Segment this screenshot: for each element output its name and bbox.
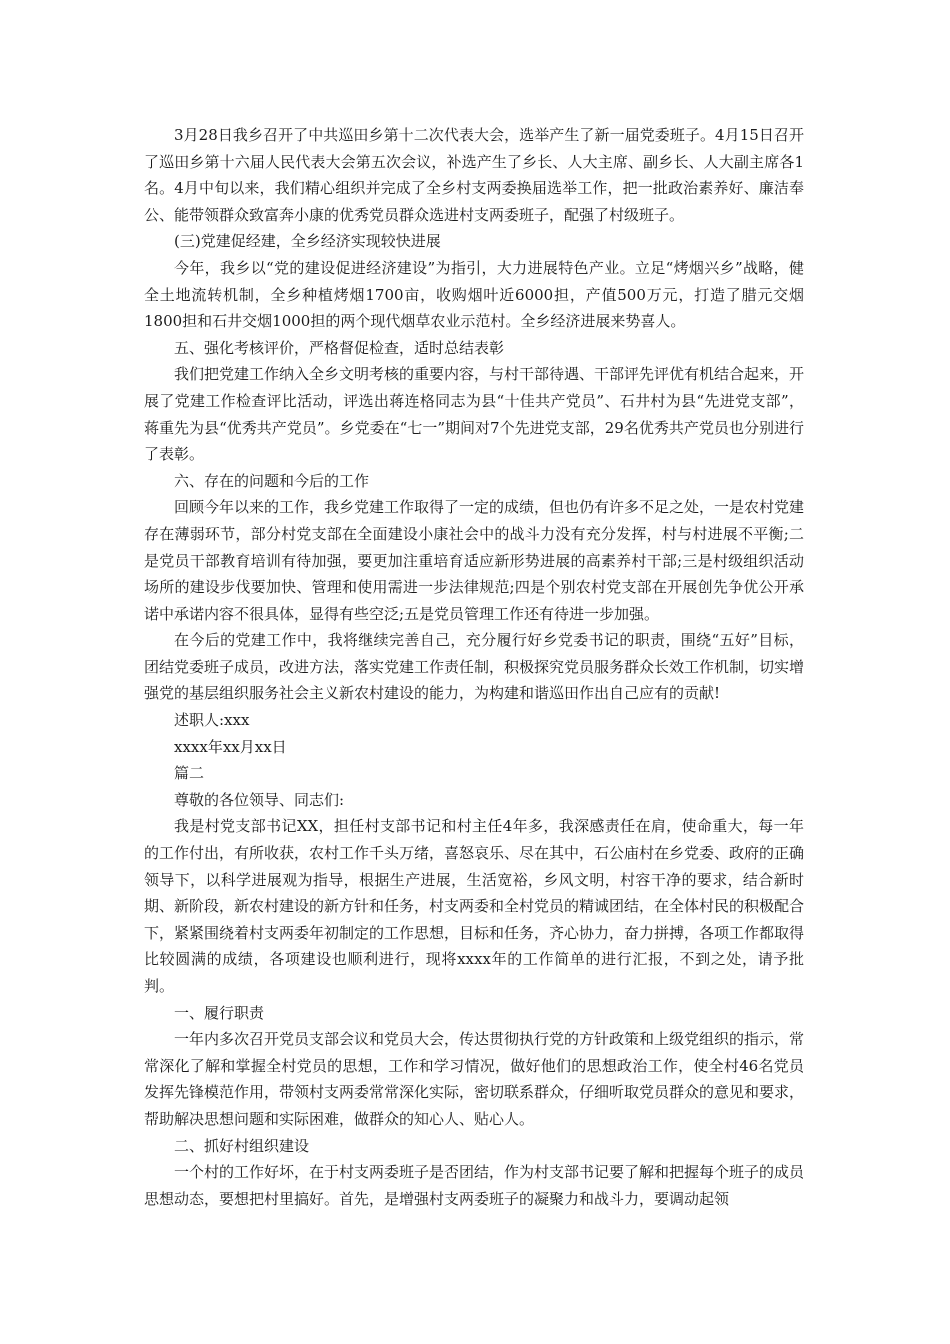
salutation: 尊敬的各位领导、同志们: [174,790,345,809]
paragraph: 我们把党建工作纳入全乡文明考核的重要内容，与村干部待遇、干部评先评优有机结合起来，开展了党建工作检查评比活动，评选出蒋连格同志为县“十佳共产党员”、石井村为县“先进党支部”，蒋重先为县“优秀共产党员”。乡党委在“七一”期间对7个先进党支部，29名优秀共产党员也分别进行了表彰。 [144,365,805,464]
paragraph: 3月28日我乡召开了中共巡田乡第十二次代表大会，选举产生了新一届党委班子。4月15日召开了巡田乡第十六届人民代表大会第五次会议，补选产生了乡长、人大主席、副乡长、人大副主席各1名。4月中旬以来，我们精心组织并完成了全乡村支两委换届选举工作，把一批政治素养好、廉洁奉公、能带领群众致富奔小康的优秀党员群众选进村支两委班子，配强了村级班子。 [144,126,804,224]
part-heading: 篇二 [174,764,205,783]
date-line: xxxx年xx月xx日 [174,737,287,756]
paragraph: 在今后的党建工作中，我将继续完善自己，充分履行好乡党委书记的职责，围绕“五好”目标，团结党委班子成员，改进方法，落实党建工作责任制，积极探究党员服务群众长效工作机制，切实增强党的基层组织服务社会主义新农村建设的能力，为构建和谐巡田作出自己应有的贡献! [144,631,805,703]
section-heading: 六、存在的问题和今后的工作 [174,471,370,490]
section-heading: 一、履行职责 [174,1003,265,1022]
paragraph: 一年内多次召开党员支部会议和党员大会，传达贯彻执行党的方针政策和上级党组织的指示，常常深化了解和掌握全村党员的思想，工作和学习情况，做好他们的思想政治工作，使全村46名党员发挥先锋模范作用，带领村支两委常常深化实际，密切联系群众，仔细听取党员群众的意见和要求，帮助解决思想问题和实际困难，做群众的知心人、贴心人。 [144,1030,805,1128]
signature-line: 述职人:xxx [174,711,250,730]
paragraph: 回顾今年以来的工作，我乡党建工作取得了一定的成绩，但也仍有许多不足之处，一是农村党建存在薄弱环节，部分村党支部在全面建设小康社会中的战斗力没有充分发挥，村与村进展不平衡;二是党员干部教育培训有待加强，要更加注重培育适应新形势进展的高素养村干部;三是村级组织活动场所的建设步伐要加快、管理和使用需进一步法律规范;四是个别农村党支部在开展创先争优公开承诺中承诺内容不很具体，显得有些空泛;五是党员管理工作还有待进一步加强。 [144,498,805,623]
paragraph: 今年，我乡以“党的建设促进经济建设”为指引，大力进展特色产业。立足“烤烟兴乡”战略，健全土地流转机制，全乡种植烤烟1700亩，收购烟叶近6000担，产值500万元，打造了腊元交烟1800担和石井交烟1000担的两个现代烟草农业示范村。全乡经济进展来势喜人。 [144,258,804,331]
paragraph: 一个村的工作好坏，在于村支两委班子是否团结，作为村支部书记要了解和把握每个班子的成员思想动态，要想把村里搞好。首先，是增强村支两委班子的凝聚力和战斗力，要调动起领 [144,1163,805,1208]
section-heading: (三)党建促经建，全乡经济实现较快进展 [174,232,441,251]
section-heading: 二、抓好村组织建设 [174,1136,310,1155]
paragraph: 我是村党支部书记XX，担任村支部书记和村主任4年多，我深感责任在肩，使命重大，每一年的工作付出，有所收获，农村工作千头万绪，喜怒哀乐、尽在其中，石公庙村在乡党委、政府的正确领导下，以科学进展观为指导，根据生产进展，生活宽裕，乡风文明，村容干净的要求，结合新时期、新阶段，新农村建设的新方针和任务，村支两委和全村党员的精诚团结，在全体村民的积极配合下，紧紧围绕着村支两委年初制定的工作思想，目标和任务，齐心协力，奋力拼搏，各项工作都取得比较圆满的成绩，各项建设也顺利进行，现将xxxx年的工作简单的进行汇报，不到之处，请予批判。 [144,817,805,995]
document-body [144,122,804,1212]
section-heading: 五、强化考核评价，严格督促检查，适时总结表彰 [174,338,505,357]
